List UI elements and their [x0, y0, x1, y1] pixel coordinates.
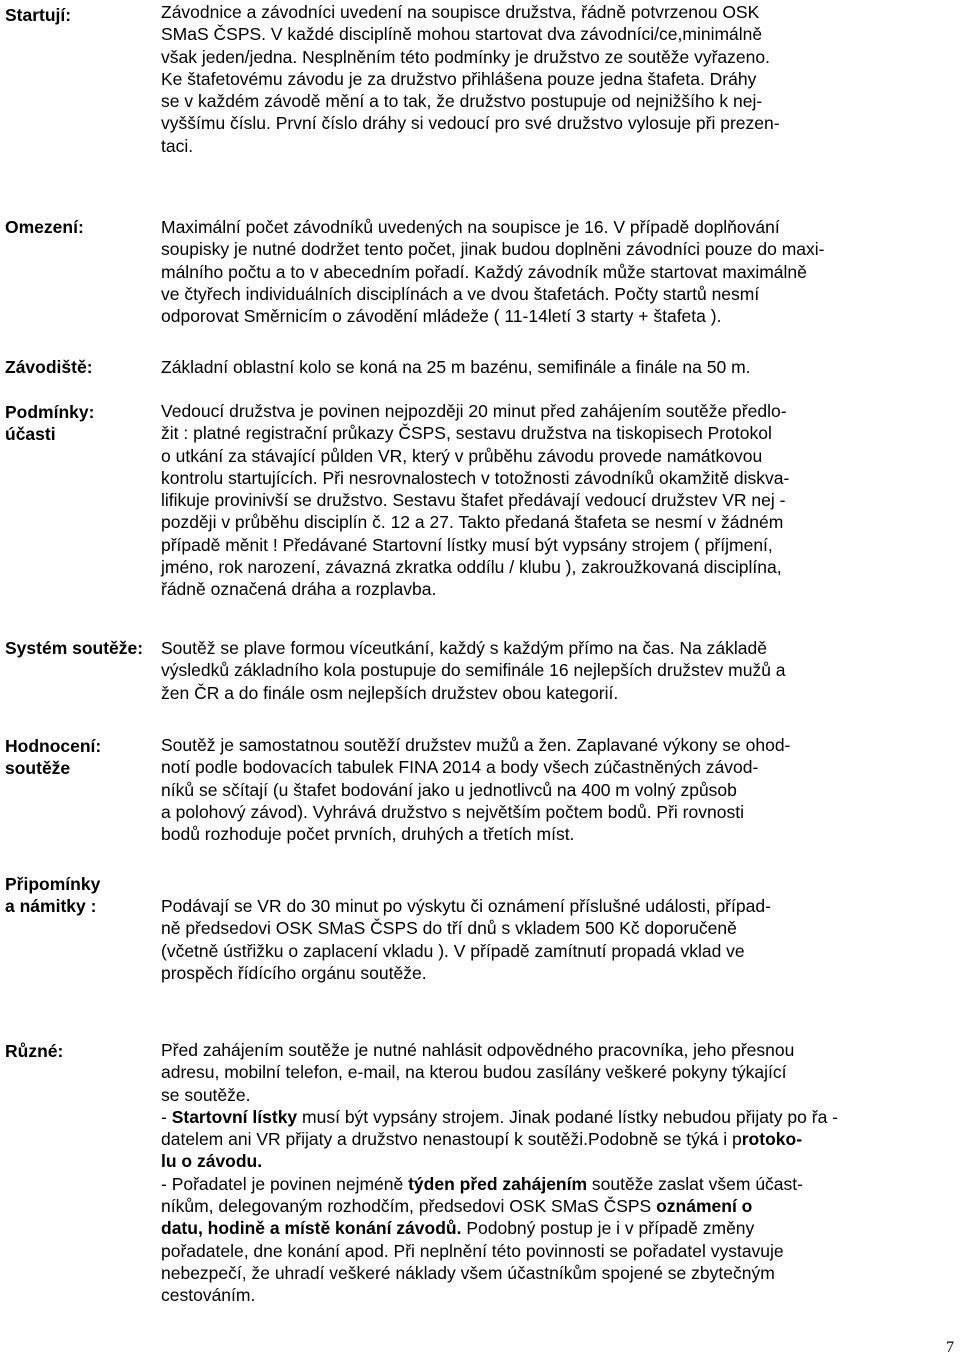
text-line: se v každém závodě mění a to tak, že družstvo postupuje od nejnižšího k nej- [161, 91, 763, 112]
text-line: kontrolu startujících. Při nesrovnalostech v totožnosti závodníků okamžitě diskva- [161, 467, 790, 488]
text-line [161, 1173, 838, 1195]
label-line: a námitky : [5, 896, 97, 916]
text-run: - Pořadatel je povinen nejméně [161, 1173, 409, 1194]
text-line: žen ČR a do finále osm nejlepších družstev obou kategorií. [161, 682, 619, 703]
text-line: Před zahájením soutěže je nutné nahlásit odpovědného pracovníka, jeho přesnou [161, 1040, 795, 1060]
label-line: účasti [5, 424, 56, 444]
text-line: Ke štafetovému závodu je za družstvo přihlášena pouze jedna štafeta. Dráhy [161, 68, 757, 89]
text-line: Soutěž se plave formou víceutkání, každý s každým přímo na čas. Na základě [161, 638, 767, 658]
text-line: však jeden/jedna. Nesplněním této podmínky je družstvo ze soutěže vyřazeno. [161, 46, 770, 67]
text-line [161, 1106, 838, 1128]
bold-o-zavodu: lu o závodu. [161, 1151, 263, 1172]
label-system: Systém soutěže: [5, 638, 144, 658]
text-line: pořadatele, dne konání apod. Při neplnění této povinnosti se pořadatel vystavuje [161, 1240, 784, 1261]
text-line: Základní oblastní kolo se koná na 25 m bazénu, semifinále a finále na 50 m. [161, 357, 751, 377]
text-line: taci. [161, 135, 194, 156]
text-line: notí podle bodovacích tabulek FINA 2014 a body všech zúčastněných závod- [161, 757, 759, 778]
text-line: Podávají se VR do 30 minut po výskytu či oznámení příslušné události, případ- [161, 896, 771, 916]
text-line: a polohový závod). Vyhrává družstvo s největším počtem bodů. Při rovnosti [161, 801, 744, 822]
text-run: soutěže zaslat všem účast- [587, 1173, 803, 1194]
text-line: málního počtu a to v abecedním pořadí. Každý závodník může startovat maximálně [161, 261, 807, 282]
text-line: bodů rozhoduje počet prvních, druhých a třetích míst. [161, 824, 575, 845]
text-line: později v průběhu disciplín č. 12 a 27. Takto předaná štafeta se nesmí v žádném [161, 512, 784, 533]
text-line: soupisky je nutné dodržet tento počet, jinak budou doplněni závodníci pouze do maxi- [161, 239, 825, 260]
page-number: 7 [946, 1339, 954, 1356]
text-line: lifikuje provinivší se družstvo. Sestavu štafet předávají vedoucí družstev VR nej - [161, 490, 786, 511]
label-podminky [5, 401, 94, 445]
text-run: - [161, 1106, 172, 1127]
bold-datu-hodine: datu, hodině a místě konání závodů. [161, 1218, 462, 1239]
text-line: Závodnice a závodníci uvedení na soupisce družstva, řádně potvrzenou OSK [161, 2, 760, 22]
text-run: níkům, delegovaným rozhodčím, předsedovi OSK SMaS ČSPS [161, 1196, 657, 1217]
bold-oznameni: oznámení o [656, 1196, 753, 1217]
label-startuji: Startují: [5, 5, 72, 25]
text-line: se soutěže. [161, 1084, 251, 1105]
label-pripominky [5, 873, 100, 917]
bold-startovni-listky: Startovní lístky [171, 1106, 298, 1127]
label-hodnoceni [5, 735, 101, 779]
label-omezeni: Omezení: [5, 217, 84, 237]
text-line: prospěch řídícího orgánu soutěže. [161, 962, 427, 983]
text-line: ně předsedovi OSK SMaS ČSPS do tří dnů s vkladem 500 Kč doporučeně [161, 918, 737, 939]
text-ruzne [161, 1039, 838, 1307]
text-run: Podobný postup je i v případě změny [461, 1218, 755, 1239]
text-line: jméno, rok narození, závazná zkratka oddílu / klubu ), zakroužkovaná disciplína, [161, 557, 782, 578]
text-line: případě měnit ! Předávané Startovní lístky musí být vypsány strojem ( příjmení, [161, 534, 773, 555]
text-line: (včetně ústřižku o zaplacení vkladu ). V případě zamítnutí propadá vklad ve [161, 940, 745, 961]
text-omezeni [161, 216, 825, 327]
label-line: Podmínky: [5, 402, 95, 422]
label-zavodiste: Závodiště: [5, 357, 93, 377]
text-line: Vedoucí družstva je povinen nejpozději 20 minut před zahájením soutěže předlo- [161, 401, 787, 421]
text-run: datelem ani VR přijaty a družstvo nenastoupí k soutěži.Podobně se týká i p [161, 1129, 742, 1150]
text-line: vyššímu číslu. První číslo dráhy si vedoucí pro své družstvo vylosuje při prezen- [161, 113, 780, 134]
text-line: adresu, mobilní telefon, e-mail, na kterou budou zasílány veškeré pokyny týkající [161, 1062, 787, 1083]
text-line: odporovat Směrnicím o závodění mládeže ( 11-14letí 3 starty + štafeta ). [161, 306, 722, 327]
text-hodnoceni [161, 734, 790, 845]
text-line: Maximální počet závodníků uvedených na soupisce je 16. V případě doplňování [161, 217, 780, 237]
text-system [161, 637, 786, 704]
text-zavodiste [161, 356, 751, 378]
text-line: výsledků základního kola postupuje do semifinále 16 nejlepších družstev mužů a [161, 660, 786, 681]
bold-protokolu: rotoko- [741, 1129, 803, 1150]
text-podminky [161, 400, 789, 601]
text-startuji [161, 1, 780, 157]
text-line: Soutěž je samostatnou soutěží družstev mužů a žen. Zaplavané výkony se ohod- [161, 735, 791, 755]
label-line: Hodnocení: [5, 736, 102, 756]
text-line: SMaS ČSPS. V každé disciplíně mohou startovat dva závodníci/ce,minimálně [161, 24, 763, 45]
text-line: níků se sčítají (u štafet bodování jako u jednotlivců na 400 m volný způsob [161, 779, 737, 800]
text-line: řádně označená dráha a rozplavba. [161, 579, 437, 600]
text-line: o utkání za stávající půlden VR, který v průběhu závodu provede namátkovou [161, 445, 763, 466]
label-ruzne: Různé: [5, 1041, 64, 1061]
text-line [161, 1195, 838, 1217]
text-pripominky [161, 895, 771, 984]
label-line: soutěže [5, 758, 71, 778]
text-line [161, 1150, 838, 1172]
text-line: cestováním. [161, 1285, 256, 1306]
text-line: žit : platné registrační průkazy ČSPS, sestavu družstva na tiskopisech Protokol [161, 423, 772, 444]
text-line: ve čtyřech individuálních disciplínách a ve dvou štafetách. Počty startů nesmí [161, 283, 760, 304]
text-line: nebezpečí, že uhradí veškeré náklady všem účastníkům spojené se zbytečným [161, 1262, 775, 1283]
text-line [161, 1128, 838, 1150]
text-line [161, 1217, 838, 1239]
text-run: musí být vypsány strojem. Jinak podané lístky nebudou přijaty po řa - [297, 1106, 838, 1127]
label-line: Připomínky [5, 874, 101, 894]
bold-tyden-pred: týden před zahájením [408, 1173, 588, 1194]
